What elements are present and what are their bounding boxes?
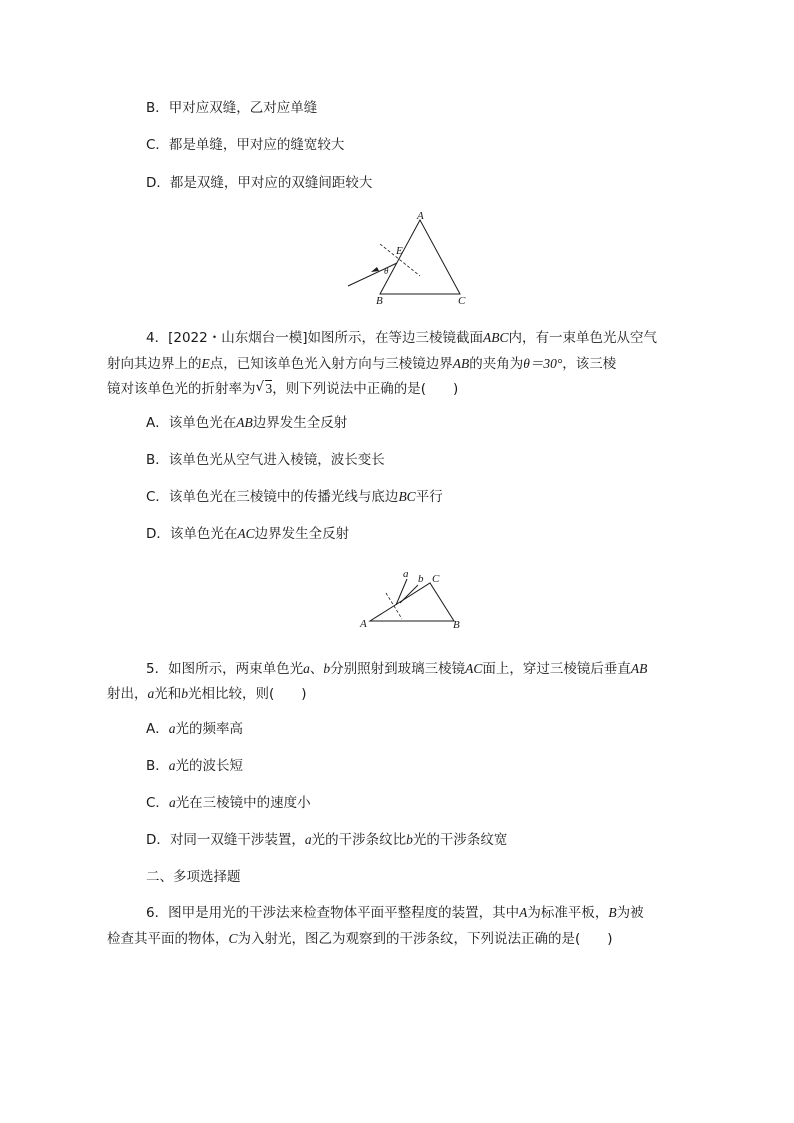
label-c: C: [458, 295, 466, 307]
q5-option-c: C．a光在三棱镜中的速度小: [146, 795, 311, 811]
q5-option-a: A．a光的频率高: [146, 721, 243, 737]
label-b: B: [376, 295, 383, 307]
label-a: A: [417, 210, 424, 222]
label-b: B: [453, 619, 460, 631]
q4-option-a: A．该单色光在AB边界发生全反射: [146, 415, 348, 431]
glass-prism-figure: [350, 565, 470, 631]
label-a: A: [360, 618, 367, 630]
label-e: E: [396, 245, 403, 257]
q3-option-d: D．都是双缝，甲对应的双缝间距较大: [146, 175, 373, 191]
equilateral-prism-figure: [340, 208, 480, 308]
q5-stem-line-2: 射出，a光和b光相比较，则( ): [107, 686, 307, 702]
sqrt-expression: √ 3: [255, 379, 273, 396]
q4-option-c: C．该单色光在三棱镜中的传播光线与底边BC平行: [146, 489, 443, 505]
q4-option-d: D．该单色光在AC边界发生全反射: [146, 526, 350, 542]
q6-stem-line-1: 6．图甲是用光的干涉法来检查物体平面平整程度的装置，其中A为标准平板，B为被: [146, 905, 644, 921]
q4-stem-line-1: 4．[2022・山东烟台一模]如图所示，在等边三棱镜截面ABC内，有一束单色光从空气: [146, 330, 657, 346]
ray-b: [400, 585, 418, 603]
q6-stem-line-2: 检查其平面的物体，C为入射光，图乙为观察到的干涉条纹，下列说法正确的是( ): [107, 931, 613, 947]
q4-stem-line-2: 射向其边界上的E点，已知该单色光入射方向与三棱镜边界AB的夹角为θ＝30°，该三棱: [107, 356, 617, 372]
prism-triangle: [380, 220, 460, 294]
label-ray-a: a: [403, 568, 409, 580]
q5-stem-line-1: 5．如图所示，两束单色光a、b分别照射到玻璃三棱镜AC面上，穿过三棱镜后垂直AB: [146, 661, 648, 677]
prism-triangle: [370, 583, 454, 621]
label-theta: θ: [384, 266, 389, 276]
incident-ray: [348, 263, 397, 286]
incident-ray-arrowhead: [371, 267, 379, 272]
q5-option-d: D．对同一双缝干涉装置，a光的干涉条纹比b光的干涉条纹宽: [146, 832, 508, 848]
q3-option-b: B．甲对应双缝，乙对应单缝: [146, 100, 318, 116]
q3-option-c: C．都是单缝，甲对应的缝宽较大: [146, 137, 345, 153]
section-heading: 二、多项选择题: [146, 869, 241, 885]
q4-option-b: B．该单色光从空气进入棱镜，波长变长: [146, 452, 385, 468]
q5-option-b: B．a光的波长短: [146, 758, 244, 774]
label-c: C: [432, 573, 440, 585]
q4-stem-line-3: 镜对该单色光的折射率为 √ 3，则下列说法中正确的是( ): [107, 379, 459, 397]
label-ray-b: b: [418, 573, 424, 585]
